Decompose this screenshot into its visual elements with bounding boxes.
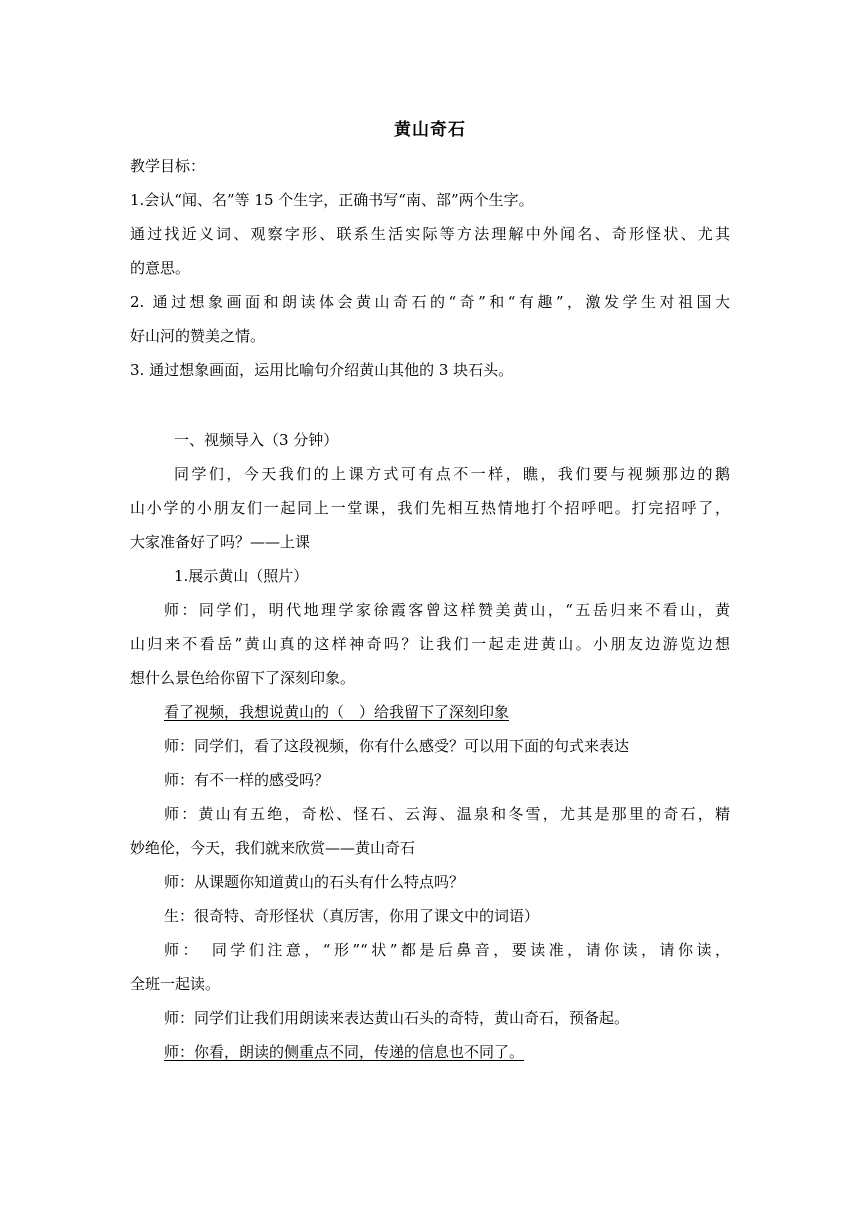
teacher-line-4b: 妙绝伦，今天，我们就来欣赏——黄山奇石 (130, 839, 416, 857)
goal-2-line-2: 好山河的赞美之情。 (130, 327, 266, 345)
student-line-1: 生：很奇特、奇形怪状（真厉害，你用了课文中的词语） (164, 907, 540, 925)
intro-paragraph-line-2: 山小学的小朋友们一起同上一堂课，我们先相互热情地打个招呼吧。打完招呼了， (130, 499, 730, 517)
teacher-line-1a: 师：同学们，明代地理学家徐霞客曾这样赞美黄山，“五岳归来不看山，黄 (164, 601, 730, 619)
teacher-line-3: 师：有不一样的感受吗？ (164, 771, 330, 789)
intro-paragraph-line-1: 同学们，今天我们的上课方式可有点不一样，瞧，我们要与视频那边的鹅 (174, 465, 730, 483)
teacher-line-2: 师：同学们，看了这段视频，你有什么感受？可以用下面的句式来表达 (164, 737, 630, 755)
goal-1-detail-line-2: 的意思。 (130, 259, 191, 277)
goal-3: 3. 通过想象画面，运用比喻句介绍黄山其他的 3 块石头。 (130, 361, 514, 379)
goals-heading: 教学目标： (130, 157, 206, 175)
step-1-heading: 1.展示黄山（照片） (174, 567, 309, 585)
sentence-frame: 看了视频，我想说黄山的（ ）给我留下了深刻印象 (164, 703, 510, 721)
goal-2-line-1: 2. 通过想象画面和朗读体会黄山奇石的“奇”和“有趣”，激发学生对祖国大 (130, 293, 730, 311)
teacher-line-4a: 师：黄山有五绝，奇松、怪石、云海、温泉和冬雪，尤其是那里的奇石，精 (164, 805, 730, 823)
teacher-line-5: 师：从课题你知道黄山的石头有什么特点吗？ (164, 873, 465, 891)
page-title: 黄山奇石 (394, 120, 466, 140)
goal-1: 1.会认“闻、名”等 15 个生字，正确书写“南、部”两个生字。 (130, 191, 534, 209)
teacher-line-1b: 山归来不看岳”黄山真的这样神奇吗？让我们一起走进黄山。小朋友边游览边想 (130, 635, 730, 653)
teacher-line-7: 师：同学们让我们用朗读来表达黄山石头的奇特，黄山奇石，预备起。 (164, 1009, 630, 1027)
goal-1-detail-line-1: 通过找近义词、观察字形、联系生活实际等方法理解中外闻名、奇形怪状、尤其 (130, 225, 730, 243)
teacher-line-6a: 师： 同学们注意，“形”“状”都是后鼻音，要读准，请你读，请你读， (164, 941, 730, 959)
teacher-line-6b: 全班一起读。 (130, 975, 221, 993)
intro-paragraph-line-3: 大家准备好了吗？——上课 (130, 533, 311, 551)
section-1-heading: 一、视频导入（3 分钟） (174, 431, 339, 449)
teacher-line-1c: 想什么景色给你留下了深刻印象。 (130, 669, 356, 687)
teacher-line-8: 师：你看，朗读的侧重点不同，传递的信息也不同了。 (164, 1043, 525, 1061)
